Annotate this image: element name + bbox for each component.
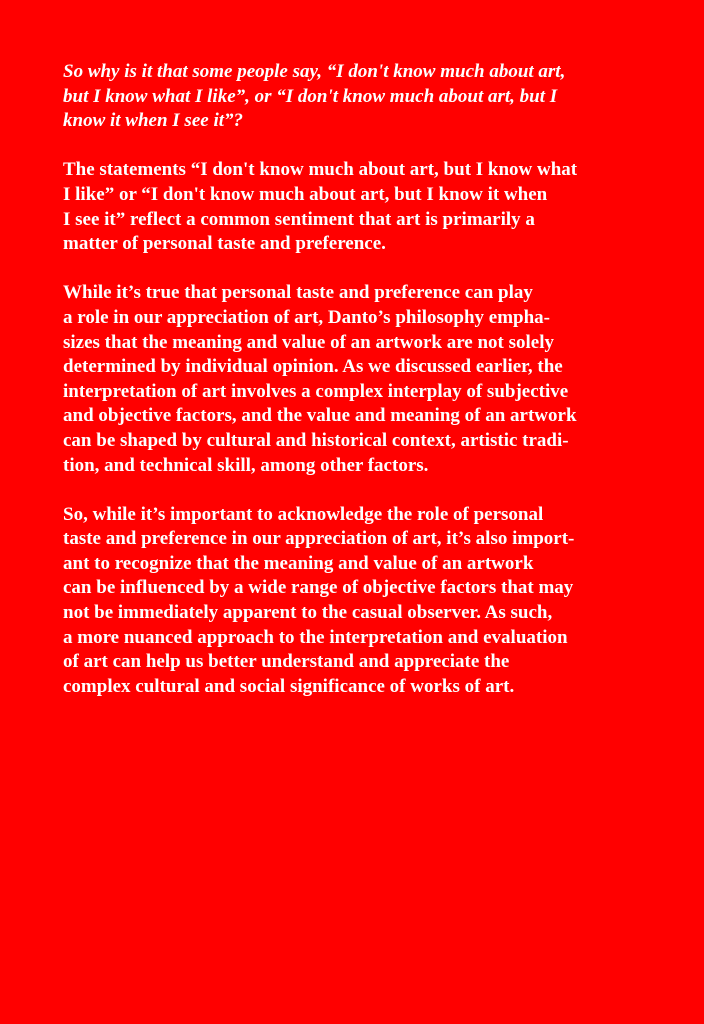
text-line: but I know what I like”, or “I don't know much about art, but I [63,85,558,107]
text-line: I like” or “I don't know much about art, but I know it when [63,183,548,205]
text-line: ant to recognize that the meaning and value of an artwork [63,552,534,574]
document-body [63,60,577,724]
text-line: complex cultural and social significance of works of art. [63,675,515,697]
text-line: matter of personal taste and preference. [63,233,386,255]
text-line: tion, and technical skill, among other factors. [63,454,429,476]
text-line: sizes that the meaning and value of an artwork are not solely [63,331,554,353]
text-line: While it’s true that personal taste and preference can play [63,282,533,304]
body-paragraph [63,503,577,700]
text-line: of art can help us better understand and appreciate the [63,651,510,673]
text-line: So, while it’s important to acknowledge the role of personal [63,503,544,525]
text-line: interpretation of art involves a complex interplay of subjective [63,380,569,402]
text-line: taste and preference in our appreciation of art, it’s also import- [63,528,575,550]
text-line: The statements “I don't know much about art, but I know what [63,159,578,181]
text-line: know it when I see it”? [63,110,243,132]
text-line: I see it” reflect a common sentiment that art is primarily a [63,208,535,230]
body-paragraph [63,158,577,256]
question-paragraph [63,60,577,134]
text-line: So why is it that some people say, “I don't know much about art, [63,61,566,82]
text-line: and objective factors, and the value and meaning of an artwork [63,405,577,427]
text-line: a more nuanced approach to the interpretation and evaluation [63,626,568,648]
text-line: determined by individual opinion. As we discussed earlier, the [63,356,563,378]
text-line: not be immediately apparent to the casual observer. As such, [63,602,553,624]
text-line: can be influenced by a wide range of objective factors that may [63,577,574,599]
text-line: a role in our appreciation of art, Danto’s philosophy empha- [63,306,551,328]
body-paragraph [63,281,577,478]
text-line: can be shaped by cultural and historical context, artistic tradi- [63,429,569,451]
